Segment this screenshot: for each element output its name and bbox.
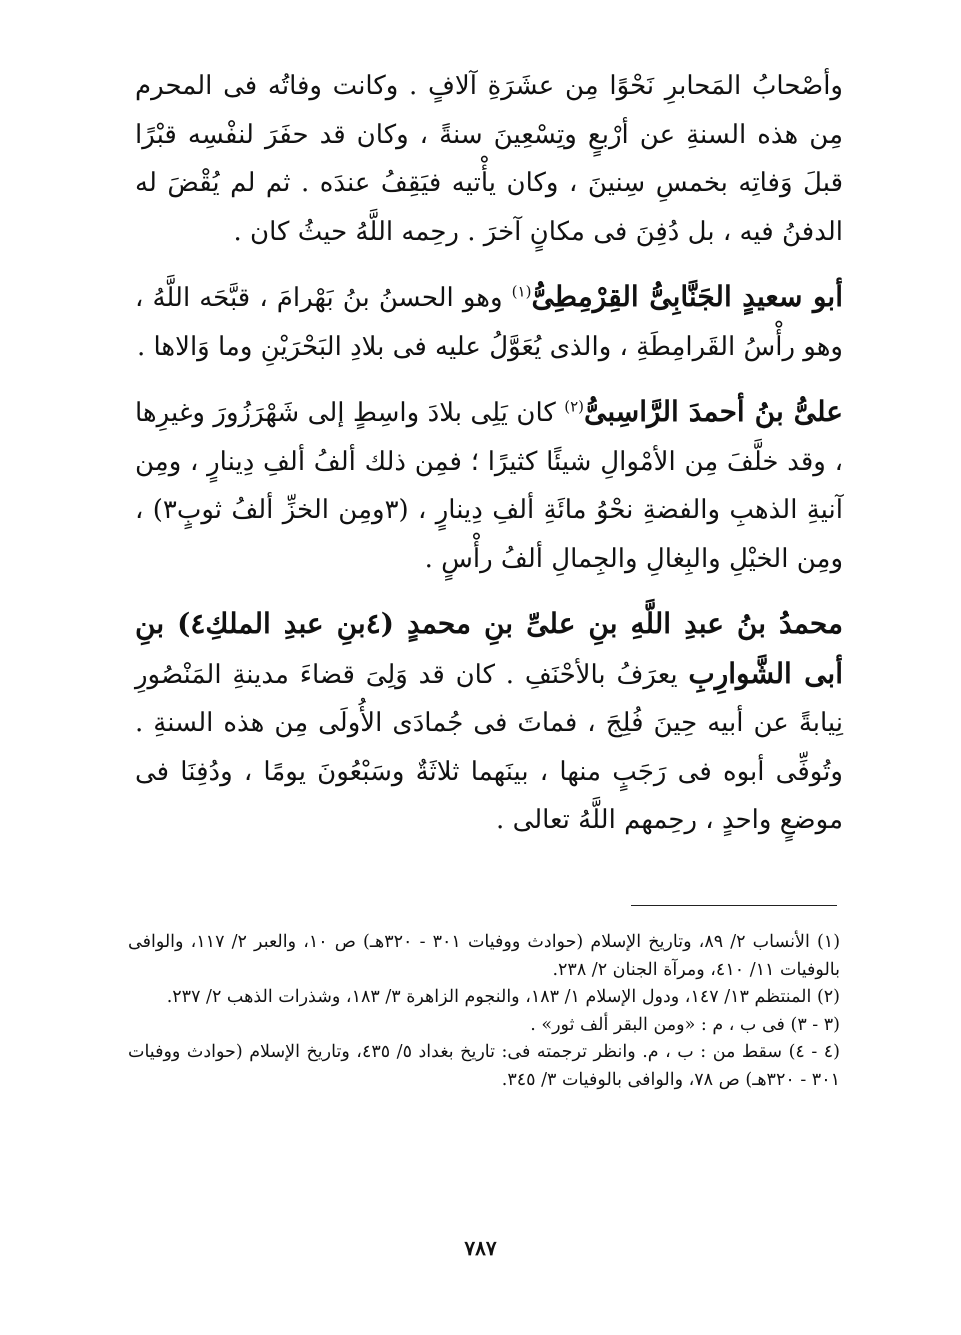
footnote: (١) الأنساب ٢/ ٨٩، وتاريخ الإسلام (حوادث ووفيات ٣٠١ - ٣٢٠هـ) ص ١٠، والعبر ٢/ ١١٧، والوافى بالوفيات ١١/ ٤١٠، ومرآة الجنان ٢/ ٢٣٨. <box>128 932 841 980</box>
entry-name: علىُّ بنُ أحمدَ الرَّاسِبىُّ <box>584 395 843 428</box>
entry-text: كان يَلِى بلادَ واسِطٍ إلى شَهْرَزُورَ وغيرِها ، وقد خلَّفَ مِن الأمْوالِ شيئًا كثيرًا ؛ فمِن ذلك ألفُ ألفِ دِينارٍ ، ومِن آنيةِ الذهبِ والفضةِ نحْوُ مائَةِ ألفِ دِينارٍ ، (٣ومِن الخزِّ ألفُ ثوبٍ٣) ، ومِن الخيْلِ والبِغالِ والجِمالِ ألفُ رأْسٍ . <box>135 398 843 574</box>
paragraph-entry <box>135 273 843 371</box>
entry-text: يعرَفُ بالأحْنَفِ . كان قد وَلِىَ قضاءَ مدينةِ المَنْصُورِ نِيابةً عن أبيه حِينَ فُلِجَ ، فماتَ فى جُمادَى الأُولَى مِن هذه السنةِ . وتُوفِّى أبوه فى رَجَبٍ منها ، بينَهما ثلاثَةٌ وسَبْعُونَ يومًا ، ودُفِنَا فى موضعٍ واحدٍ ، رحِمهم اللَّهُ تعالى . <box>135 659 843 835</box>
main-text <box>135 62 843 862</box>
entry-text: وهو الحسنُ بنُ بَهْرامَ ، قبَّحَه اللَّهُ ، وهو رأْسُ القَرامِطَةِ ، والذى يُعَوَّلُ عليه فى بلادِ البَحْرَيْنِ وما وَالاها . <box>135 283 843 362</box>
paragraph-continuation <box>135 62 843 256</box>
footnote-reference: (١) <box>511 282 532 301</box>
footnotes <box>128 929 840 1094</box>
page-number: ٧٨٧ <box>464 1236 497 1260</box>
footnote: (٣ - ٣) فى ب ، م : «ومن البقر ألف ثور» . <box>530 1014 840 1035</box>
entry-name: محمدُ بنُ عبدِ اللَّهِ بنِ علىِّ بنِ محمدٍ (٤بنِ عبدِ الملكِ٤) بنِ أبى الشَّوارِبِ <box>135 607 843 690</box>
entry-name: أبو سعيدٍ الجَنَّابِىُّ القِرْمِطِىُّ <box>531 280 844 313</box>
footnote-divider <box>631 905 837 906</box>
footnote-reference: (٢) <box>564 397 584 416</box>
paragraph-text: وأصْحابُ المَحابرِ نَحْوًا مِن عشَرَةِ آلافٍ . وكانت وفاتُه فى المحرم مِن هذه السنةِ عن أرْبعٍ وتِسْعِينَ سنةً ، وكان قد حفَرَ لنفْسِه قبْرًا قبلَ وَفاتِه بخمسِ سِنينَ ، وكان يأْتيه فيَقِفُ عندَه . ثم لم يُقْضَ له الدفنُ فيه ، بل دُفِنَ فى مكانٍ آخرَ . رحِمه اللَّهُ حيثُ كان . <box>135 71 843 247</box>
footnote: (٢) المنتظم ١٣/ ١٤٧، ودول الإسلام ١/ ١٨٣، والنجوم الزاهرة ٣/ ١٨٣، وشذرات الذهب ٢/ ٢٣٧. <box>166 987 840 1007</box>
paragraph-entry <box>135 600 843 845</box>
paragraph-entry <box>135 388 843 583</box>
footnote: (٤ - ٤) سقط من : ب ، م. وانظر ترجمته فى: تاريخ بغداد ٥/ ٤٣٥، وتاريخ الإسلام (حوادث ووفيات ٣٠١ - ٣٢٠هـ) ص ٧٨، والوافى بالوفيات ٣/ ٣٤٥. <box>128 1042 840 1090</box>
